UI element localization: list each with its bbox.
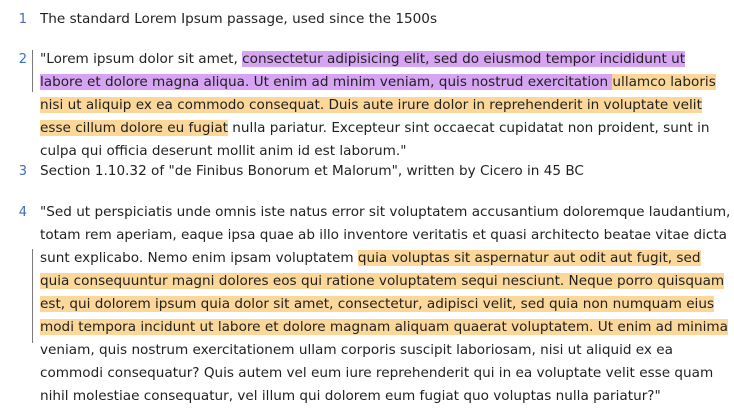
- highlight-orange[interactable]: quia voluptas sit aspernatur aut odit aut fugit, sed quia consequuntur magni dolores eos qui ratione voluptatem sequi nesciunt. Neque porro quisquam est, qui dolorem ipsum quia dolor sit amet, consectetur, adipisci velit, sed quia non numquam eius modi tempora incidunt ut labore et dolore magnam aliquam quaerat voluptatem. Ut enim ad minima: [40, 250, 728, 335]
- highlight-purple[interactable]: consectetur adipisicing elit, sed do eiusmod tempor incididunt ut labore et dolore magna aliqua. Ut enim ad minim veniam, quis nostrud exercitation: [40, 51, 686, 90]
- paragraph-text: [40, 8, 732, 31]
- paragraph-text: [40, 201, 732, 408]
- paragraph-text: [40, 48, 732, 163]
- paragraph-text: [40, 160, 732, 183]
- text-segment: "Sed ut perspiciatis unde omnis iste natus error sit voluptatem accusantium doloremque laudantium, totam rem aperiam, eaque ipsa quae ab illo inventore veritatis et quasi architecto beatae vitae dicta sunt explicabo. Nemo enim ipsam voluptatem: [40, 204, 731, 266]
- highlight-orange[interactable]: ullamco laboris: [612, 74, 716, 90]
- highlight-orange[interactable]: nisi ut aliquip ex ea commodo consequat. Duis aute irure dolor in reprehenderit in voluptate velit esse cillum dolore eu fugiat: [40, 97, 702, 136]
- text-segment: Section 1.10.32 of "de Finibus Bonorum et Malorum", written by Cicero in 45 BC: [40, 163, 584, 179]
- line-number: 4: [18, 205, 27, 220]
- line-number: 1: [18, 12, 27, 27]
- text-segment: nulla pariatur. Excepteur sint occaecat cupidatat non proident, sunt in culpa qui officia deserunt mollit anim id est laborum.": [40, 120, 710, 159]
- change-bar: [32, 249, 33, 343]
- text-segment: veniam, quis nostrum exercitationem ullam corporis suscipit laboriosam, nisi ut aliquid ex ea commodi consequatur? Quis autem vel eum iure reprehenderit qui in ea voluptate velit esse quam nihil molestiae consequatur, vel illum qui dolorem eum fugiat quo voluptas nulla pariatur?": [40, 342, 714, 404]
- text-segment: The standard Lorem Ipsum passage, used since the 1500s: [40, 11, 438, 27]
- line-number: 3: [18, 164, 27, 179]
- text-segment: "Lorem ipsum dolor sit amet,: [40, 51, 243, 67]
- change-bar: [32, 50, 33, 92]
- line-number: 2: [18, 52, 27, 67]
